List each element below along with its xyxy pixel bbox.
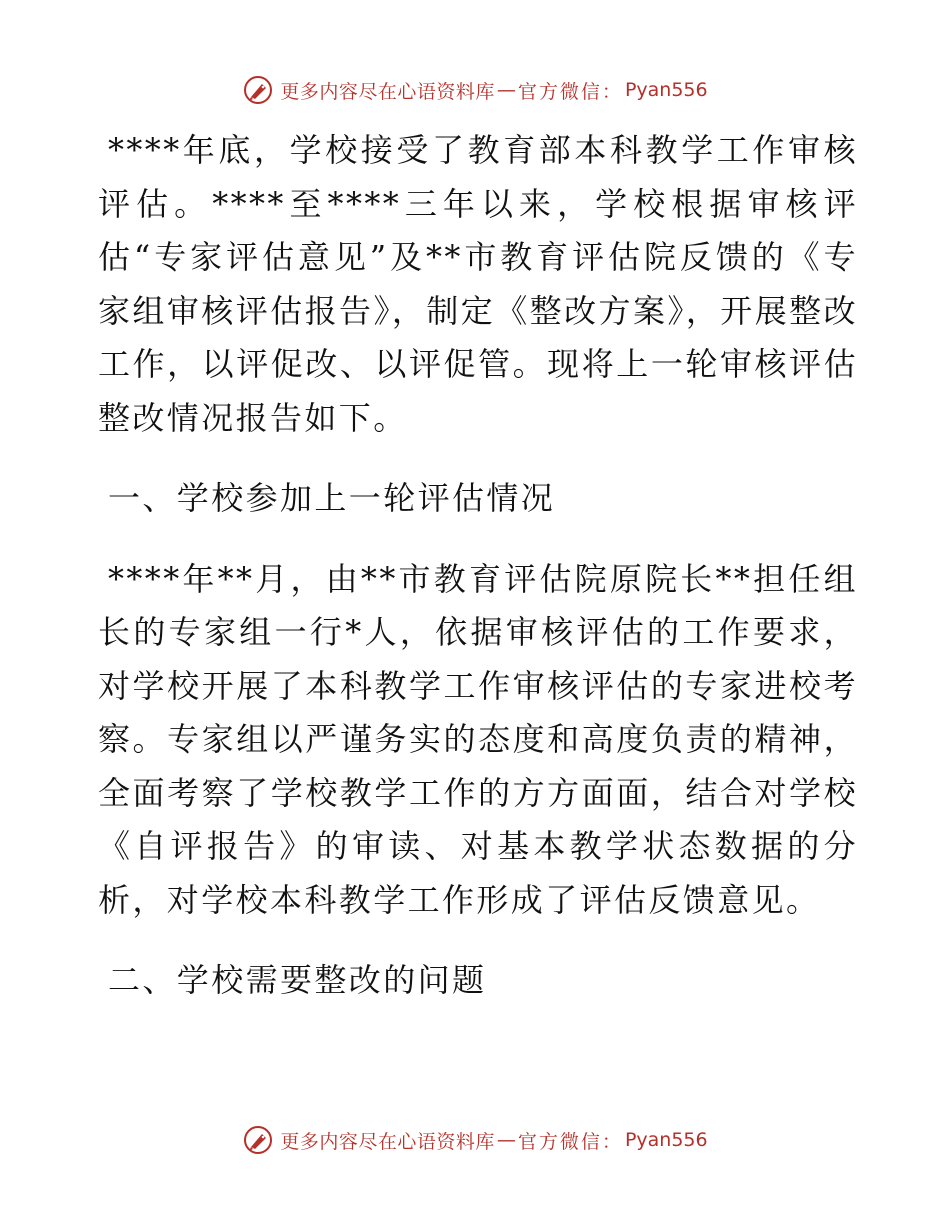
- banner-wechat-id: Pyan556: [624, 79, 708, 101]
- paragraph-evaluation: ****年**月，由**市教育评估院原院长**担任组长的专家组一行*人，依据审核评估的工作要求，对学校开展了本科教学工作审核评估的专家进校考察。专家组以严谨务实的态度和高度负责的精神，全面考察了学校教学工作的方方面面，结合对学校《自评报告》的审读、对基本教学状态数据的分析，对学校本科教学工作形成了评估反馈意见。: [98, 559, 858, 919]
- paragraph-gap: [98, 927, 858, 954]
- banner-brand: 更多内容尽在心语资料库: [280, 1130, 495, 1153]
- paragraph-intro: ****年底，学校接受了教育部本科教学工作审核评估。****至****三年以来，学校根据审核评估“专家评估意见”及**市教育评估院反馈的《专家组审核评估报告》，制定《整改方案》，开展整改工作，以评促改、以评促管。现将上一轮审核评估整改情况报告如下。: [98, 131, 858, 437]
- banner-wechat-label: 官方微信：: [517, 80, 623, 103]
- banner-dash: —: [496, 1129, 516, 1151]
- banner-wechat-label: 官方微信：: [517, 1130, 623, 1153]
- header-banner: [0, 72, 950, 108]
- document-body: [98, 124, 858, 1008]
- banner-wechat-id: Pyan556: [624, 1129, 708, 1151]
- section-heading-1: 一、学校参加上一轮评估情况: [108, 479, 556, 517]
- pen-nib-icon: [242, 1124, 274, 1156]
- paragraph-gap: [98, 526, 858, 553]
- paragraph-gap: [98, 445, 858, 472]
- footer-banner: [0, 1122, 950, 1158]
- banner-dash: —: [496, 79, 516, 101]
- pen-nib-icon: [242, 74, 274, 106]
- section-heading-2: 二、学校需要整改的问题: [108, 961, 487, 999]
- banner-brand: 更多内容尽在心语资料库: [280, 80, 495, 103]
